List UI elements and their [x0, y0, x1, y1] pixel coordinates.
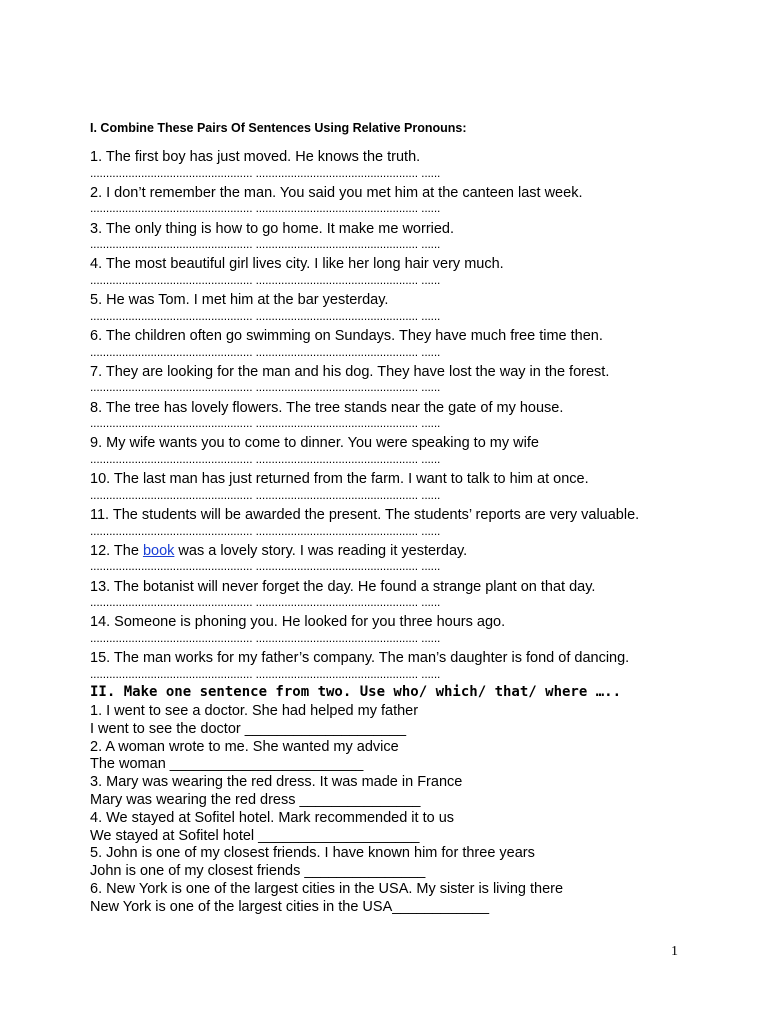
exercise-prompt: 5. John is one of my closest friends. I have known him for three years: [90, 845, 535, 862]
worksheet-page: [90, 0, 710, 1024]
answer-line: ................................................... ................................................... ......: [90, 559, 441, 574]
question-text: 11. The students will be awarded the present. The students’ reports are very valuable.: [90, 507, 640, 523]
exercise-prompt: 4. We stayed at Sofitel hotel. Mark recommended it to us: [90, 809, 455, 826]
exercise-question: [90, 256, 504, 272]
exercise-answer-line: New York is one of the largest cities in the USA____________: [90, 898, 490, 915]
exercise-question: [90, 149, 420, 165]
answer-line: ................................................... ................................................... ......: [90, 344, 441, 359]
answer-line: ................................................... ................................................... ......: [90, 272, 441, 287]
question-text: 10. The last man has just returned from the farm. I want to talk to him at once.: [90, 471, 589, 488]
question-text: 1. The first boy has just moved. He knows the truth.: [90, 149, 421, 165]
answer-line: ................................................... ................................................... ......: [90, 595, 441, 610]
answer-line: ................................................... ................................................... ......: [90, 416, 441, 431]
book-link[interactable]: book: [142, 542, 175, 559]
answer-line: ................................................... ................................................... ......: [90, 451, 441, 466]
exercise-answer-line: John is one of my closest friends _______________: [90, 863, 426, 880]
exercise-item: [90, 292, 710, 322]
exercise-question: [90, 328, 603, 344]
question-text: 13. The botanist will never forget the day. He found a strange plant on that day.: [90, 578, 596, 595]
exercise-question: [90, 471, 589, 487]
exercise-item: [90, 221, 710, 251]
exercise-question: [90, 221, 454, 237]
answer-line: ................................................... ................................................... ......: [90, 380, 441, 395]
question-text: 9. My wife wants you to come to dinner. You were speaking to my wife: [90, 435, 539, 452]
page-number: 1: [671, 944, 678, 959]
exercise-answer-line: The woman ________________________: [90, 756, 364, 773]
part1-heading: I. Combine These Pairs Of Sentences Using Relative Pronouns:: [90, 121, 467, 135]
answer-line: ................................................... ................................................... ......: [90, 630, 441, 645]
exercise-question: [90, 650, 629, 666]
exercise-answer-line: Mary was wearing the red dress _______________: [90, 791, 421, 808]
part2-heading: II. Make one sentence from two. Use who/ which/ that/ where …..: [90, 684, 622, 700]
exercise-item: [90, 149, 710, 179]
exercise-prompt: 3. Mary was wearing the red dress. It was made in France: [90, 774, 463, 791]
answer-line: ................................................... ................................................... ......: [90, 165, 441, 180]
exercise-item: [90, 435, 710, 465]
question-text: 12. The: [90, 542, 143, 559]
answer-line: ................................................... ................................................... ......: [90, 487, 441, 502]
exercise-item: [90, 328, 710, 358]
question-text: 6. The children often go swimming on Sundays. They have much free time then.: [90, 328, 603, 344]
exercise-answer-line: We stayed at Sofitel hotel ____________________: [90, 827, 420, 844]
answer-line: ................................................... ................................................... ......: [90, 666, 441, 681]
exercise-prompt: 2. A woman wrote to me. She wanted my advice: [90, 738, 399, 755]
exercise-item: [90, 471, 710, 501]
question-text: 3. The only thing is how to go home. It make me worried.: [90, 220, 455, 237]
exercise-question: [90, 292, 388, 308]
exercise-item: [90, 507, 710, 537]
exercise-question: [90, 400, 563, 416]
question-text: 4. The most beautiful girl lives city. I like her long hair very much.: [90, 256, 504, 273]
exercise-item: [90, 543, 710, 573]
exercise-question: [90, 507, 639, 523]
part2-exercise-list: [90, 703, 710, 917]
question-text: 5. He was Tom. I met him at the bar yesterday.: [90, 292, 389, 309]
exercise-item: [90, 364, 710, 394]
answer-line: ................................................... ................................................... ......: [90, 237, 441, 252]
answer-line: ................................................... ................................................... ......: [90, 308, 441, 323]
exercise-item: [90, 579, 710, 609]
exercise-item: [90, 256, 710, 286]
exercise-question: [90, 614, 505, 630]
question-text: 7. They are looking for the man and his dog. They have lost the way in the forest.: [90, 363, 610, 380]
exercise-prompt: 6. New York is one of the largest cities in the USA. My sister is living there: [90, 880, 564, 897]
answer-line: ................................................... ................................................... ......: [90, 201, 441, 216]
exercise-question: [90, 185, 582, 201]
exercise-answer-line: I went to see the doctor ____________________: [90, 720, 407, 737]
exercise-item: [90, 400, 710, 430]
exercise-item: [90, 185, 710, 215]
exercise-question: [90, 364, 609, 380]
question-text: 15. The man works for my father’s company. The man’s daughter is fond of dancing.: [90, 650, 630, 667]
answer-line: ................................................... ................................................... ......: [90, 523, 441, 538]
question-text: 14. Someone is phoning you. He looked for you three hours ago.: [90, 614, 506, 631]
exercise-prompt: 1. I went to see a doctor. She had helped my father: [90, 703, 419, 719]
exercise-question: [90, 579, 595, 595]
exercise-question: [90, 543, 467, 559]
exercise-item: [90, 650, 710, 680]
question-text: 2. I don’t remember the man. You said you met him at the canteen last week.: [90, 184, 583, 201]
exercise-question: [90, 435, 539, 451]
exercise-item: [90, 614, 710, 644]
question-text-continued: was a lovely story. I was reading it yesterday.: [174, 542, 468, 559]
question-text: 8. The tree has lovely flowers. The tree stands near the gate of my house.: [90, 399, 564, 416]
